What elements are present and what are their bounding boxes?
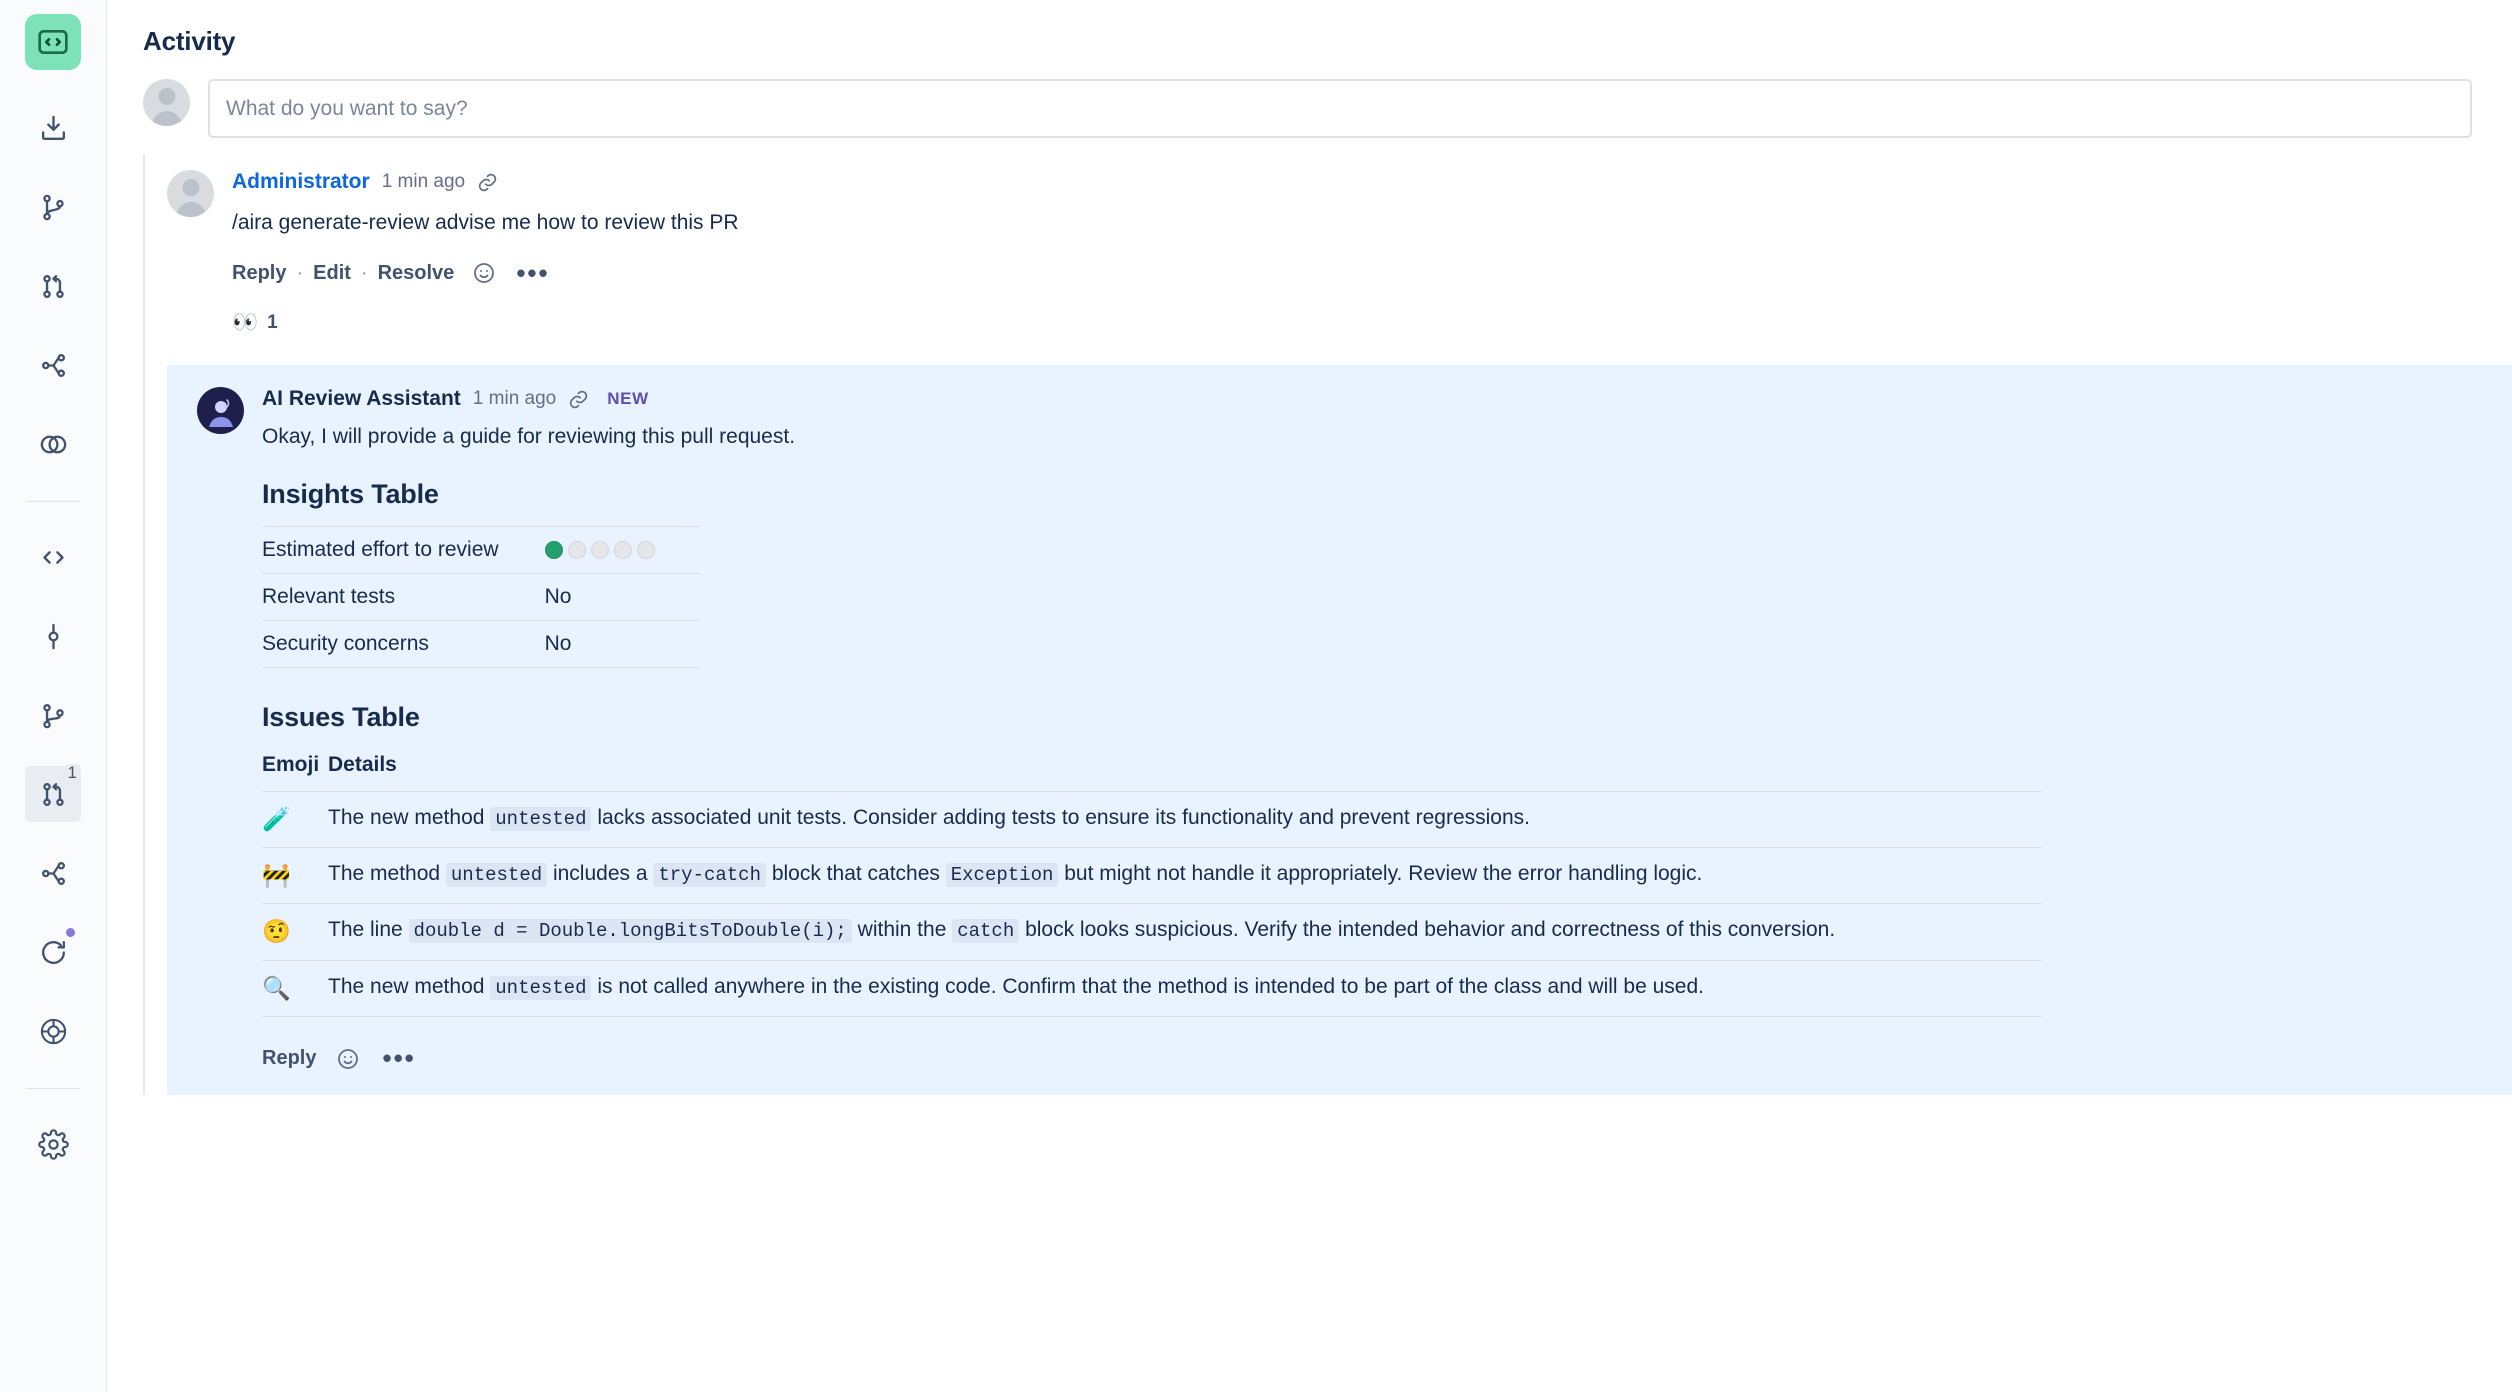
sidebar-item-pull-requests[interactable] [25, 258, 81, 314]
table-row [262, 527, 701, 574]
builds-status-dot [66, 928, 75, 937]
effort-dot-2 [568, 541, 586, 559]
ai-comment-timestamp: 1 min ago [472, 388, 557, 410]
inline-code: untested [446, 863, 547, 887]
reply-button[interactable]: Reply [232, 261, 287, 284]
ai-avatar [197, 387, 244, 434]
inline-code: double d = Double.longBitsToDouble(i); [409, 919, 852, 943]
insights-value: No [545, 574, 701, 621]
page-title: Activity [143, 26, 236, 56]
comment-input[interactable] [208, 79, 2472, 138]
action-separator: · [296, 261, 304, 284]
ai-comment-author: AI Review Assistant [262, 387, 461, 411]
insights-table-heading: Insights Table [262, 479, 439, 510]
insights-value: No [545, 621, 701, 668]
permalink-icon[interactable] [568, 389, 589, 410]
issues-col-emoji: Emoji [262, 749, 328, 792]
reactions [232, 311, 2512, 335]
comment-body-text: /aira generate-review advise me how to review this PR [232, 211, 739, 234]
insights-label: Relevant tests [262, 574, 545, 621]
sidebar-item-commits[interactable] [25, 608, 81, 664]
comment-timestamp: 1 min ago [381, 171, 466, 192]
insights-effort-dots [545, 527, 701, 574]
table-row [262, 574, 701, 621]
inline-code: try-catch [653, 863, 766, 887]
issue-emoji: 🚧 [262, 848, 328, 904]
issue-details: The new method untested lacks associated unit tests. Consider adding tests to ensure its functionality and prevent regressions. [328, 792, 2042, 848]
ai-intro-text: Okay, I will provide a guide for reviewing this pull request. [262, 425, 796, 449]
sidebar-item-clone[interactable] [25, 100, 81, 156]
edit-button[interactable]: Edit [313, 261, 351, 284]
inline-code: catch [952, 919, 1019, 943]
ai-comment-actions [262, 1042, 2482, 1073]
sidebar-item-branches[interactable] [25, 179, 81, 235]
table-header-row [262, 749, 2042, 792]
add-reaction-icon[interactable] [470, 259, 498, 287]
reaction-eyes[interactable] [232, 311, 278, 335]
reply-button[interactable]: Reply [262, 1047, 317, 1070]
issue-details: The method untested includes a try-catch block that catches Exception but might not handle it appropriately. Review the error handling logic. [328, 848, 2042, 904]
sidebar-item-deployments[interactable] [25, 1003, 81, 1059]
comment-actions [232, 259, 2512, 287]
effort-dot-4 [614, 541, 632, 559]
sidebar-item-source[interactable] [25, 529, 81, 585]
sidebar-item-branch-list[interactable] [25, 687, 81, 743]
inline-code: untested [490, 976, 591, 1000]
current-user-avatar [143, 79, 190, 126]
global-sidebar [0, 0, 107, 1392]
resolve-button[interactable]: Resolve [377, 261, 455, 284]
add-reaction-icon[interactable] [334, 1045, 362, 1073]
table-row [262, 960, 2042, 1016]
inline-code: untested [490, 807, 591, 831]
sidebar-divider-2 [26, 1088, 80, 1089]
sidebar-item-pull-requests-active[interactable] [25, 763, 81, 822]
sidebar-item-settings[interactable] [25, 1116, 81, 1172]
more-options-icon[interactable]: ••• [382, 1042, 416, 1073]
permalink-icon[interactable] [477, 172, 498, 193]
activity-panel [107, 0, 2512, 1392]
sidebar-item-pipelines[interactable] [25, 845, 81, 901]
comment-thread [143, 154, 2512, 1095]
inline-code: Exception [946, 863, 1059, 887]
reaction-emoji: 👀 [232, 311, 259, 335]
table-row [262, 792, 2042, 848]
avatar [167, 170, 214, 217]
issue-details: The new method untested is not called anywhere in the existing code. Confirm that the method is intended to be part of the class and will be used. [328, 960, 2042, 1016]
effort-dot-group [545, 541, 655, 559]
table-row [262, 621, 701, 668]
issue-emoji: 🧪 [262, 792, 328, 848]
table-row [262, 848, 2042, 904]
sidebar-item-builds[interactable] [25, 924, 81, 980]
insights-label: Security concerns [262, 621, 545, 668]
table-row [262, 904, 2042, 960]
ai-comment-item [167, 365, 2512, 1094]
effort-dot-5 [637, 541, 655, 559]
comment-author[interactable]: Administrator [232, 170, 370, 193]
effort-dot-1 [545, 541, 563, 559]
app-logo-icon[interactable] [25, 14, 81, 70]
comment-composer [143, 79, 2472, 138]
reaction-count: 1 [267, 312, 278, 334]
insights-label: Estimated effort to review [262, 527, 545, 574]
action-separator-2: · [360, 261, 368, 284]
insights-table [262, 526, 701, 668]
sidebar-item-compare[interactable] [25, 416, 81, 472]
sidebar-item-merge[interactable] [25, 337, 81, 393]
issues-table-heading: Issues Table [262, 702, 420, 733]
issues-table-body [262, 792, 2042, 1016]
issues-col-details: Details [328, 749, 2042, 792]
effort-dot-3 [591, 541, 609, 559]
pull-request-count-badge: 1 [65, 764, 80, 783]
new-badge: NEW [607, 389, 649, 409]
issues-table [262, 749, 2042, 1016]
comment-item [145, 154, 2512, 335]
more-options-icon[interactable]: ••• [516, 257, 550, 288]
sidebar-divider [26, 501, 80, 502]
issue-emoji: 🔍 [262, 960, 328, 1016]
issue-emoji: 🤨 [262, 904, 328, 960]
issue-details: The line double d = Double.longBitsToDouble(i); within the catch block looks suspicious. Verify the intended behavior and correctness of this conversion. [328, 904, 2042, 960]
